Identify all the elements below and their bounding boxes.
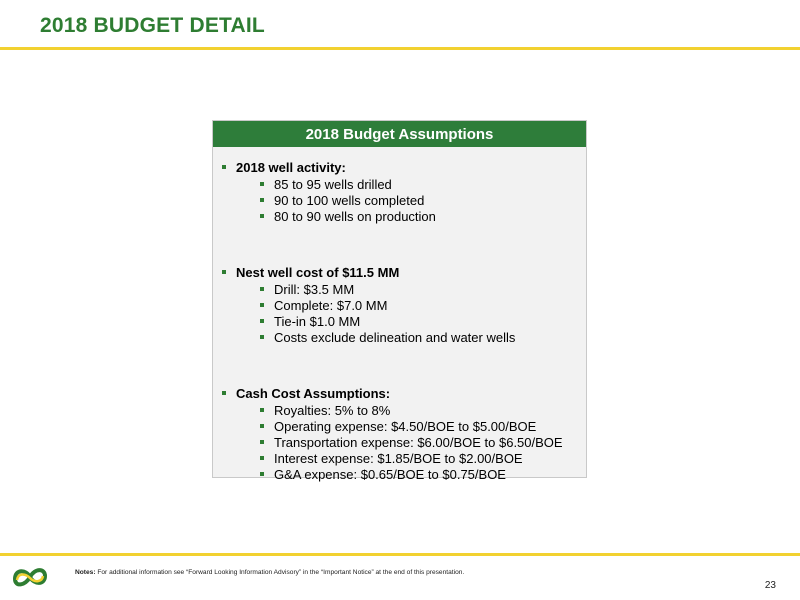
panel-body (213, 147, 586, 482)
group-items (222, 402, 586, 482)
list-item (222, 434, 586, 450)
list-item-text: Interest expense: $1.85/BOE to $2.00/BOE (274, 450, 523, 466)
list-item-text: Tie-in $1.0 MM (274, 313, 361, 329)
square-bullet-icon (260, 287, 264, 291)
assumption-group-well-activity (222, 159, 586, 224)
square-bullet-icon (260, 440, 264, 444)
group-heading-text: 2018 well activity: (236, 159, 346, 175)
list-item (222, 402, 586, 418)
list-item-text: Costs exclude delineation and water wells (274, 329, 516, 345)
page-number: 23 (764, 580, 776, 591)
list-item-text: Operating expense: $4.50/BOE to $5.00/BOE (274, 418, 537, 434)
square-bullet-icon (260, 214, 264, 218)
list-item-text: 90 to 100 wells completed (274, 192, 425, 208)
list-item-text: 80 to 90 wells on production (274, 208, 436, 224)
title-divider (0, 47, 800, 50)
list-item-text: 85 to 95 wells drilled (274, 176, 392, 192)
square-bullet-icon (260, 472, 264, 476)
list-item (222, 329, 586, 345)
group-items (222, 176, 586, 224)
group-heading (222, 159, 586, 175)
list-item (222, 466, 586, 482)
square-bullet-icon (260, 198, 264, 202)
group-heading-text: Cash Cost Assumptions: (236, 385, 391, 401)
list-item-text: G&A expense: $0.65/BOE to $0.75/BOE (274, 466, 506, 482)
list-item (222, 418, 586, 434)
square-bullet-icon (260, 303, 264, 307)
square-bullet-icon (260, 182, 264, 186)
square-bullet-icon (222, 165, 226, 169)
group-items (222, 281, 586, 345)
notes-label: Notes: (75, 569, 96, 576)
notes-text: For additional information see “Forward Looking Information Advisory” in the “Important Notice” at the end of this presentation. (97, 569, 465, 576)
square-bullet-icon (222, 270, 226, 274)
assumption-group-cash-cost (222, 385, 586, 482)
group-heading (222, 264, 586, 280)
square-bullet-icon (260, 424, 264, 428)
square-bullet-icon (260, 408, 264, 412)
assumption-group-well-cost (222, 264, 586, 345)
slide-title: 2018 BUDGET DETAIL (40, 14, 265, 37)
list-item (222, 313, 586, 329)
list-item-text: Royalties: 5% to 8% (274, 402, 391, 418)
budget-assumptions-panel (212, 120, 587, 482)
group-heading-text: Nest well cost of $11.5 MM (236, 264, 400, 280)
list-item (222, 208, 586, 224)
list-item (222, 192, 586, 208)
square-bullet-icon (260, 335, 264, 339)
list-item (222, 450, 586, 466)
group-heading (222, 385, 586, 401)
list-item (222, 176, 586, 192)
list-item (222, 281, 586, 297)
list-item-text: Complete: $7.0 MM (274, 297, 388, 313)
list-item (222, 297, 586, 313)
list-item-text: Drill: $3.5 MM (274, 281, 355, 297)
square-bullet-icon (260, 456, 264, 460)
footer-divider (0, 553, 800, 556)
company-logo-icon (12, 563, 48, 593)
list-item-text: Transportation expense: $6.00/BOE to $6.50/BOE (274, 434, 563, 450)
square-bullet-icon (222, 391, 226, 395)
square-bullet-icon (260, 319, 264, 323)
footer-notes (75, 569, 464, 576)
panel-header: 2018 Budget Assumptions (213, 121, 586, 147)
